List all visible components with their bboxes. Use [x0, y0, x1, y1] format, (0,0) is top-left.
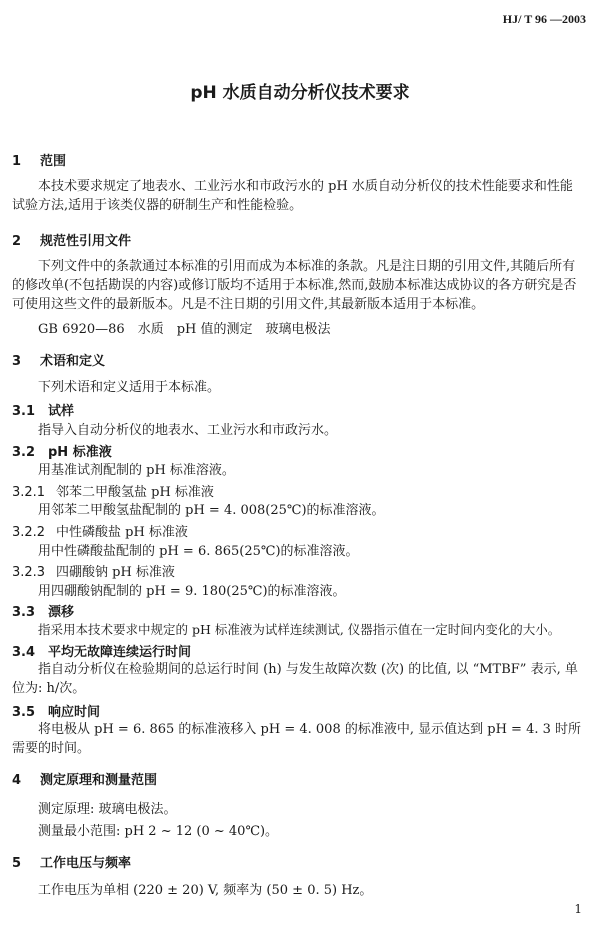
- section-3-5-heading: [12, 701, 100, 720]
- section-3-2-3-text: 用四硼酸钠配制的 pH = 9. 180(25℃)的标准溶液。: [38, 584, 346, 599]
- section-title: 试样: [48, 404, 75, 419]
- section-3-heading: [12, 350, 105, 369]
- section-title: 响应时间: [48, 705, 101, 720]
- section-3-5-text: 将电极从 pH = 6. 865 的标准液移入 pH = 4. 008 的标准液中, 显示值达到 pH = 4. 3 时所需要的时间。: [12, 722, 582, 756]
- section-title: 中性磷酸盐 pH 标准液: [56, 525, 188, 540]
- section-4-line-2: 测量最小范围: pH 2 ~ 12 (0 ~ 40℃)。: [38, 824, 279, 839]
- section-4-line-1: 测定原理: 玻璃电极法。: [38, 802, 177, 817]
- section-title: 平均无故障连续运行时间: [48, 645, 192, 660]
- section-3-2-1-text: 用邻苯二甲酸氢盐配制的 pH = 4. 008(25℃)的标准溶液。: [38, 503, 385, 518]
- section-number: 3.3: [12, 605, 36, 620]
- section-title: 漂移: [48, 605, 75, 620]
- page-title: pH 水质自动分析仪技术要求: [190, 83, 410, 103]
- section-number: 4: [12, 773, 22, 788]
- section-title: 测定原理和测量范围: [40, 773, 158, 788]
- section-title: 邻苯二甲酸氢盐 pH 标准液: [56, 485, 214, 500]
- section-3-4-heading: [12, 641, 191, 660]
- section-title: 规范性引用文件: [40, 234, 132, 249]
- section-number: 3.4: [12, 645, 36, 660]
- section-3-2-text: 用基准试剂配制的 pH 标准溶液。: [38, 463, 235, 478]
- section-3-2-3-heading: [12, 561, 175, 580]
- section-1-heading: [12, 150, 66, 169]
- section-title: pH 标准液: [48, 445, 112, 460]
- section-2-reference: GB 6920—86 水质 pH 值的测定 玻璃电极法: [38, 322, 331, 337]
- standard-code: HJ/ T 96 —2003: [502, 12, 586, 26]
- section-3-1-text: 指导入自动分析仪的地表水、工业污水和市政污水。: [38, 423, 338, 438]
- section-title: 术语和定义: [40, 354, 106, 369]
- section-4-heading: [12, 769, 157, 788]
- section-3-text: 下列术语和定义适用于本标准。: [38, 380, 221, 395]
- section-3-2-heading: [12, 441, 112, 460]
- section-number: 1: [12, 154, 22, 169]
- section-3-2-1-heading: [12, 481, 214, 500]
- page-number: 1: [574, 902, 582, 916]
- section-number: 5: [12, 856, 22, 871]
- section-number: 3.1: [12, 404, 36, 419]
- section-3-3-heading: [12, 601, 74, 620]
- section-number: 3.2: [12, 445, 36, 460]
- section-number: 3.5: [12, 705, 36, 720]
- section-3-1-heading: [12, 400, 74, 419]
- section-3-2-2-text: 用中性磷酸盐配制的 pH = 6. 865(25℃)的标准溶液。: [38, 544, 359, 559]
- section-title: 范围: [40, 154, 67, 169]
- section-number: 3.2.2: [12, 525, 46, 540]
- section-2-heading: [12, 230, 131, 249]
- section-3-2-2-heading: [12, 521, 188, 540]
- section-number: 3.2.3: [12, 565, 46, 580]
- section-3-4-text: 指自动分析仪在检验期间的总运行时间 (h) 与发生故障次数 (次) 的比值, 以 “MTBF” 表示, 单位为: h/次。: [12, 662, 578, 696]
- section-5-heading: [12, 852, 131, 871]
- section-number: 3: [12, 354, 22, 369]
- section-number: 3.2.1: [12, 485, 46, 500]
- section-3-3-text: 指采用本技术要求中规定的 pH 标准液为试样连续测试, 仪器指示值在一定时间内变化的大小。: [38, 622, 561, 637]
- section-title: 工作电压与频率: [40, 856, 132, 871]
- section-2-text: 下列文件中的条款通过本标准的引用而成为本标准的条款。凡是注日期的引用文件,其随后所有的修改单(不包括勘误的内容)或修订版均不适用于本标准,然而,鼓励本标准达成协议的各方研究是否可使用这些文件的最新版本。凡是不注日期的引用文件,其最新版本适用于本标准。: [12, 259, 577, 312]
- section-1-text: 本技术要求规定了地表水、工业污水和市政污水的 pH 水质自动分析仪的技术性能要求和性能试验方法,适用于该类仪器的研制生产和性能检验。: [12, 179, 573, 213]
- section-5-text: 工作电压为单相 (220 ± 20) V, 频率为 (50 ± 0. 5) Hz。: [38, 883, 373, 898]
- section-title: 四硼酸钠 pH 标准液: [56, 565, 175, 580]
- section-number: 2: [12, 234, 22, 249]
